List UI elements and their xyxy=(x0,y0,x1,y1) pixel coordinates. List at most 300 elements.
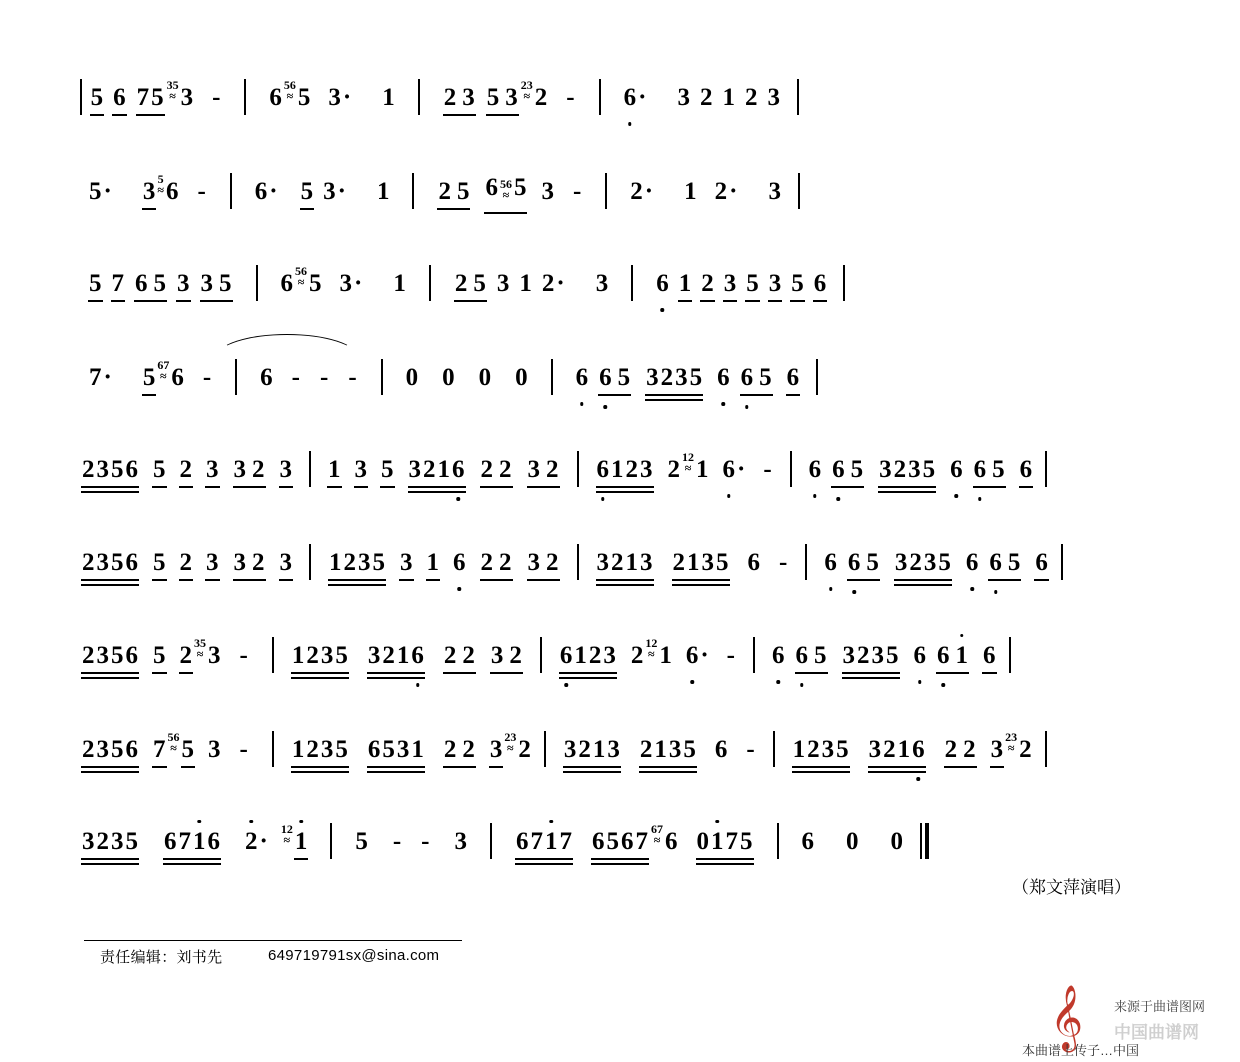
barline xyxy=(551,359,553,395)
measure xyxy=(290,643,524,668)
note: 2 xyxy=(701,269,714,297)
sustain-dash: - xyxy=(746,735,755,763)
beam-group xyxy=(80,829,140,854)
augmentation-dot: · xyxy=(337,177,346,205)
beam-group xyxy=(526,550,561,575)
note: 6 xyxy=(1019,455,1033,483)
note: 1 xyxy=(711,827,724,855)
beam-group xyxy=(943,737,978,762)
measure xyxy=(254,179,391,204)
beam-group xyxy=(671,550,731,575)
note: 1 xyxy=(396,641,410,669)
note: 5 xyxy=(125,827,138,855)
sustain-dash: - xyxy=(202,363,212,391)
score-line-6 xyxy=(80,527,1160,597)
barline xyxy=(843,265,845,301)
note: 6 xyxy=(772,641,785,669)
note: 3 xyxy=(923,548,937,576)
barline xyxy=(577,544,579,580)
note: 3 xyxy=(595,269,609,297)
note: 3 xyxy=(675,363,688,391)
slur xyxy=(216,334,358,357)
beam-group xyxy=(135,85,166,110)
note: 3 xyxy=(596,548,609,576)
note: 3 xyxy=(879,455,892,483)
augmentation-dot: · xyxy=(644,177,654,205)
beam-group xyxy=(794,643,829,668)
measure xyxy=(808,457,1034,482)
note: 2 xyxy=(667,455,680,483)
barline xyxy=(1009,637,1011,673)
note: 5 xyxy=(850,455,864,483)
note: 6 xyxy=(452,455,465,483)
note: 6 xyxy=(740,363,754,391)
note: 1 xyxy=(426,548,439,576)
note: 1 xyxy=(294,827,308,855)
augmentation-dot: · xyxy=(556,269,565,297)
note: 1 xyxy=(291,641,305,669)
note: 1 xyxy=(393,269,406,297)
barline xyxy=(272,731,274,767)
note: 2 xyxy=(443,735,457,763)
beam-group xyxy=(935,643,970,668)
note: 7 xyxy=(136,83,150,111)
note: 5 xyxy=(836,735,849,763)
note: 2 xyxy=(909,548,922,576)
note: 2 xyxy=(578,735,591,763)
note: 1 xyxy=(654,735,667,763)
beam-group xyxy=(867,737,927,762)
measure xyxy=(354,829,468,854)
measure xyxy=(595,449,774,483)
note: 5 xyxy=(886,641,899,669)
note: 3 xyxy=(563,735,577,763)
note: 2 xyxy=(963,735,976,763)
note: 3 xyxy=(396,735,410,763)
rest: 0 xyxy=(696,827,709,855)
note: 5 xyxy=(111,641,124,669)
note: 3 xyxy=(339,269,352,297)
beam-group xyxy=(846,550,881,575)
note: 6 xyxy=(280,269,293,297)
note: 2 xyxy=(423,455,436,483)
barline xyxy=(540,637,542,673)
note: 2 xyxy=(509,641,522,669)
sustain-dash: - xyxy=(779,548,788,576)
note: 6 xyxy=(254,177,268,205)
note: 5 xyxy=(716,548,729,576)
beam-group xyxy=(442,737,477,762)
note: 3 xyxy=(328,83,341,111)
sustain-dash: - xyxy=(763,455,772,483)
note: 1 xyxy=(955,641,968,669)
note: 6 xyxy=(983,641,996,669)
beam-group xyxy=(644,365,704,390)
ornament: 12 ≈ xyxy=(280,821,293,847)
note: 6 xyxy=(125,455,138,483)
note: 1 xyxy=(897,735,911,763)
note: 3 xyxy=(279,548,292,576)
note: 5 xyxy=(300,177,314,205)
augmentation-dot: · xyxy=(354,269,363,297)
note: 3 xyxy=(462,83,475,111)
note: 2 xyxy=(714,177,728,205)
note: 1 xyxy=(545,827,558,855)
measure xyxy=(514,821,755,855)
note: 6 xyxy=(685,641,699,669)
ornament: 23 ≈ xyxy=(1005,729,1018,755)
note: 2 xyxy=(462,641,475,669)
note: 2 xyxy=(306,735,319,763)
note: 3 xyxy=(142,177,156,205)
sustain-dash: - xyxy=(291,363,300,391)
note: 2 xyxy=(518,735,531,763)
note: 5 xyxy=(1007,548,1021,576)
beam-group xyxy=(841,643,901,668)
note: 2 xyxy=(480,455,493,483)
barline xyxy=(773,731,775,767)
ornament: 12 ≈ xyxy=(682,449,694,475)
note: 3 xyxy=(489,735,503,763)
ornament: 35 ≈ xyxy=(166,77,179,103)
note: 6 xyxy=(808,455,822,483)
beam-group xyxy=(595,550,655,575)
beam-group xyxy=(290,643,350,668)
note: 2 xyxy=(534,83,548,111)
measure xyxy=(771,643,997,668)
note: 5 xyxy=(746,269,759,297)
rest: 0 xyxy=(405,363,419,391)
editor-email: 649719791sx@sina.com xyxy=(268,947,440,964)
measure xyxy=(280,263,407,297)
barline xyxy=(429,265,431,301)
note: 3 xyxy=(323,177,336,205)
note: 6 xyxy=(367,735,381,763)
measure xyxy=(88,171,208,205)
note: 2 xyxy=(82,735,95,763)
barline xyxy=(412,173,414,209)
note: 3 xyxy=(454,827,467,855)
note: 5 xyxy=(689,363,703,391)
note: 3 xyxy=(868,735,882,763)
note: 3 xyxy=(490,641,504,669)
note: 2 xyxy=(179,641,192,669)
measure xyxy=(575,365,801,390)
note: 3 xyxy=(233,548,246,576)
note: 7 xyxy=(153,735,166,763)
note: 6 xyxy=(786,363,800,391)
note: 6 xyxy=(714,735,728,763)
beam-group xyxy=(479,457,514,482)
note: 3 xyxy=(894,548,908,576)
note: 6 xyxy=(164,827,177,855)
note: 2 xyxy=(630,641,644,669)
sustain-dash: - xyxy=(320,363,329,391)
sustain-dash: - xyxy=(197,177,206,205)
note: 3 xyxy=(358,548,371,576)
note: 6 xyxy=(453,548,466,576)
beam-group xyxy=(436,179,471,204)
note: 7 xyxy=(559,827,572,855)
barline xyxy=(790,451,792,487)
note: 5 xyxy=(486,83,500,111)
note: 2 xyxy=(672,548,685,576)
beam-group xyxy=(80,643,140,668)
note: 2 xyxy=(443,83,457,111)
note: 3 xyxy=(82,827,95,855)
note: 2 xyxy=(454,269,468,297)
beam-group xyxy=(199,271,234,296)
rest: 0 xyxy=(442,363,455,391)
barline xyxy=(605,173,607,209)
note: 7 xyxy=(635,827,648,855)
note: 6 xyxy=(165,177,179,205)
measure xyxy=(80,635,250,669)
note: 3 xyxy=(111,827,124,855)
beam-group xyxy=(695,829,755,854)
measure xyxy=(259,365,358,390)
note: 3 xyxy=(96,548,109,576)
note: 5 xyxy=(89,269,102,297)
note: 2 xyxy=(893,455,907,483)
note: 6 xyxy=(937,641,950,669)
measure xyxy=(436,175,583,208)
augmentation-dot: · xyxy=(729,177,738,205)
note: 2 xyxy=(480,548,493,576)
beam-group xyxy=(597,365,632,390)
note: 5 xyxy=(456,177,470,205)
augmentation-dot: · xyxy=(269,177,278,205)
beam-group xyxy=(366,737,426,762)
note: 2 xyxy=(807,735,820,763)
note: 6 xyxy=(795,641,808,669)
beam-group xyxy=(483,175,528,208)
note: 2 xyxy=(499,548,512,576)
measure xyxy=(823,550,1049,575)
beam-group xyxy=(514,829,574,854)
note: 6 xyxy=(113,83,126,111)
note: 6 xyxy=(575,363,589,391)
beam-group xyxy=(80,457,140,482)
measure xyxy=(327,550,561,575)
augmentation-dot: · xyxy=(700,641,709,669)
note: 1 xyxy=(659,641,672,669)
note: 3 xyxy=(640,455,653,483)
note: 3 xyxy=(96,455,109,483)
barline xyxy=(777,823,779,859)
note: 6 xyxy=(950,455,963,483)
note: 6 xyxy=(623,83,637,111)
note: 3 xyxy=(990,735,1004,763)
sustain-dash: - xyxy=(421,827,430,855)
beam-group xyxy=(232,457,267,482)
note: 6 xyxy=(207,827,220,855)
note: 1 xyxy=(611,455,624,483)
measure xyxy=(629,179,782,204)
watermark-upload-note: 本曲谱上传子…中国 xyxy=(1022,1043,1140,1058)
note: 5 xyxy=(740,827,753,855)
barline xyxy=(272,637,274,673)
note: 3 xyxy=(505,83,518,111)
note: 1 xyxy=(193,827,206,855)
note: 6 xyxy=(1035,548,1048,576)
note: 7 xyxy=(178,827,191,855)
note: 6 xyxy=(599,363,612,391)
note: 5 xyxy=(111,735,124,763)
score-line-5 xyxy=(80,434,1160,504)
beam-group xyxy=(638,737,698,762)
note: 2 xyxy=(883,735,896,763)
ornament: 56 ≈ xyxy=(167,729,180,755)
rest: 0 xyxy=(846,827,859,855)
barline xyxy=(631,265,633,301)
barline xyxy=(797,79,799,115)
barline xyxy=(599,79,601,115)
note: 5 xyxy=(89,177,102,205)
note: 5 xyxy=(297,83,311,111)
note: 6 xyxy=(125,735,138,763)
note: 3 xyxy=(320,641,334,669)
note: 2 xyxy=(252,455,265,483)
beam-group xyxy=(232,550,267,575)
measure xyxy=(655,271,827,296)
note: 5 xyxy=(513,173,527,201)
beam-group xyxy=(526,457,561,482)
note: 2 xyxy=(438,177,451,205)
note: 1 xyxy=(519,269,532,297)
note: 3 xyxy=(607,735,620,763)
note: 3 xyxy=(320,735,334,763)
note: 3 xyxy=(646,363,659,391)
ornament: 23 ≈ xyxy=(504,729,517,755)
note: 3 xyxy=(677,83,690,111)
beam-group xyxy=(877,457,937,482)
barline xyxy=(805,544,807,580)
note: 3 xyxy=(821,735,835,763)
note: 5 xyxy=(617,363,631,391)
note: 7 xyxy=(111,269,124,297)
note: 6 xyxy=(722,455,735,483)
note: 5 xyxy=(335,641,348,669)
note: 2 xyxy=(639,735,653,763)
beam-group xyxy=(739,365,774,390)
note: 1 xyxy=(722,83,735,111)
note: 3 xyxy=(367,641,381,669)
barline xyxy=(330,823,332,859)
note: 1 xyxy=(792,735,806,763)
barline xyxy=(235,359,237,395)
note: 5 xyxy=(866,548,879,576)
note: 6 xyxy=(596,455,609,483)
note: 5 xyxy=(142,363,156,391)
note: 5 xyxy=(153,269,166,297)
note: 1 xyxy=(291,735,305,763)
note: 6 xyxy=(747,548,760,576)
note: 3 xyxy=(640,548,653,576)
score-line-9 xyxy=(80,806,1160,876)
score-line-8 xyxy=(80,714,1160,784)
note: 5 xyxy=(922,455,936,483)
measure xyxy=(80,729,250,763)
note: 5 xyxy=(382,735,395,763)
rest: 0 xyxy=(890,827,903,855)
note: 6 xyxy=(260,363,273,391)
ornament: 12 ≈ xyxy=(645,635,658,661)
barline xyxy=(256,265,258,301)
note: 5 xyxy=(153,641,166,669)
note: 5 xyxy=(683,735,696,763)
note: 2 xyxy=(82,548,95,576)
note: 1 xyxy=(687,548,700,576)
note: 7 xyxy=(530,827,543,855)
note: 6 xyxy=(135,269,148,297)
note: 3 xyxy=(354,455,367,483)
note: 5 xyxy=(90,83,104,111)
note: 2 xyxy=(443,641,457,669)
beam-group xyxy=(972,457,1007,482)
note: 5 xyxy=(153,548,166,576)
beam-group xyxy=(479,550,514,575)
note: 2 xyxy=(252,548,265,576)
beam-group xyxy=(791,737,851,762)
barline xyxy=(490,823,492,859)
sustain-dash: - xyxy=(348,363,357,391)
note: 3 xyxy=(206,455,219,483)
measure xyxy=(80,457,293,482)
note: 2 xyxy=(546,548,559,576)
barline xyxy=(418,79,420,115)
beam-group xyxy=(80,550,140,575)
note: 2 xyxy=(306,641,319,669)
note: 3 xyxy=(668,735,682,763)
watermark-site-name: 中国曲谱网 xyxy=(1114,1023,1199,1042)
note: 3 xyxy=(723,269,737,297)
footer-divider xyxy=(84,940,462,941)
note: 3 xyxy=(701,548,714,576)
augmentation-dot: · xyxy=(259,827,268,855)
note: 7 xyxy=(89,363,102,391)
augmentation-dot: · xyxy=(737,455,746,483)
note: 5 xyxy=(335,735,348,763)
measure xyxy=(405,365,529,390)
note: 5 xyxy=(759,363,772,391)
note: 5 xyxy=(309,269,322,297)
note: 5 xyxy=(219,269,232,297)
note: 6 xyxy=(516,827,529,855)
sustain-dash: - xyxy=(572,177,582,205)
beam-group xyxy=(327,550,387,575)
note: 3 xyxy=(180,83,194,111)
note: 1 xyxy=(328,455,341,483)
barline xyxy=(1045,451,1047,487)
note: 5 xyxy=(473,269,486,297)
note: 5 xyxy=(814,641,827,669)
sustain-dash: - xyxy=(239,735,248,763)
note: 5 xyxy=(153,455,166,483)
barline xyxy=(577,451,579,487)
note: 3 xyxy=(871,641,884,669)
score-line-1 xyxy=(80,62,1160,132)
note: 5 xyxy=(181,735,194,763)
note: 6 xyxy=(832,455,845,483)
note: 6 xyxy=(989,548,1002,576)
note: 2 xyxy=(462,735,475,763)
ornament: 56 ≈ xyxy=(283,77,296,103)
beam-group xyxy=(80,737,140,762)
note: 3 xyxy=(908,455,921,483)
note: 2 xyxy=(179,548,192,576)
ornament: 5 ≈ xyxy=(157,171,164,197)
